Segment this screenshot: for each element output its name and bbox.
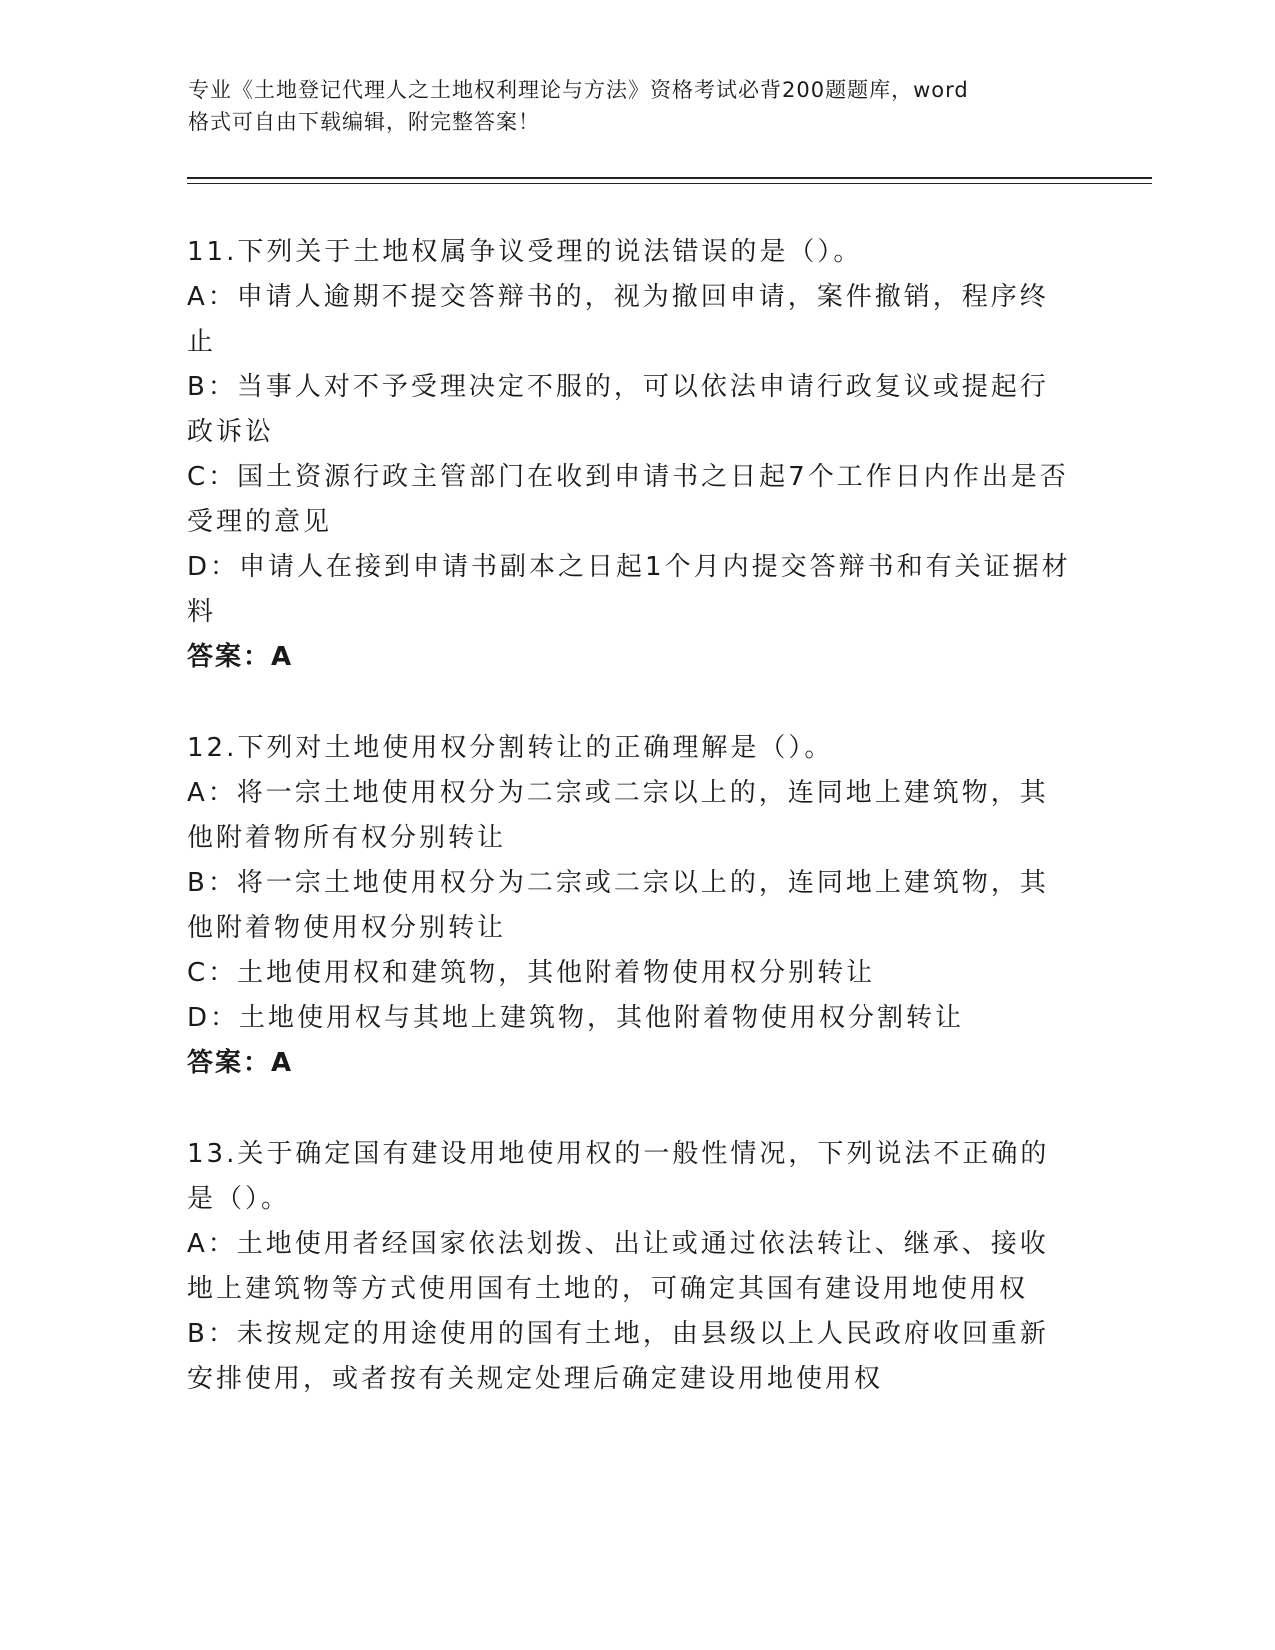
answer: 答案：A [187,642,294,672]
header-divider-thin [187,183,1152,184]
question-13 [187,1132,1077,1402]
option-a: A：将一宗土地使用权分为二宗或二宗以上的，连同地上建筑物，其他附着物所有权分别转让 [187,778,1049,853]
question-stem: 13.关于确定国有建设用地使用权的一般性情况，下列说法不正确的是（）。 [187,1139,1050,1214]
question-stem: 11.下列关于土地权属争议受理的说法错误的是（）。 [187,237,863,267]
option-a: A：申请人逾期不提交答辩书的，视为撤回申请，案件撤销，程序终止 [187,282,1049,357]
answer: 答案：A [187,1048,294,1078]
header-title-line-1: 专业《土地登记代理人之土地权利理论与方法》资格考试必背200题题库，word [188,78,969,102]
question-11 [187,230,1077,680]
option-d: D：申请人在接到申请书副本之日起1个月内提交答辩书和有关证据材料 [187,552,1071,627]
header-divider-thick [187,177,1152,179]
question-stem: 12.下列对土地使用权分割转让的正确理解是（）。 [187,733,834,763]
option-b: B：当事人对不予受理决定不服的，可以依法申请行政复议或提起行政诉讼 [187,372,1049,447]
option-a: A：土地使用者经国家依法划拨、出让或通过依法转让、继承、接收地上建筑物等方式使用国有土地的，可确定其国有建设用地使用权 [187,1229,1049,1304]
question-12 [187,726,1077,1086]
header-title-line-2: 格式可自由下载编辑，附完整答案！ [188,110,540,134]
document-header [188,74,1068,138]
option-b: B：未按规定的用途使用的国有土地，由县级以上人民政府收回重新安排使用，或者按有关规定处理后确定建设用地使用权 [187,1319,1049,1394]
option-c: C：土地使用权和建筑物，其他附着物使用权分别转让 [187,958,876,988]
option-b: B：将一宗土地使用权分为二宗或二宗以上的，连同地上建筑物，其他附着物使用权分别转让 [187,868,1049,943]
option-c: C：国土资源行政主管部门在收到申请书之日起7个工作日内作出是否受理的意见 [187,462,1069,537]
option-d: D：土地使用权与其地上建筑物，其他附着物使用权分割转让 [187,1003,965,1033]
question-list [187,230,1077,1448]
